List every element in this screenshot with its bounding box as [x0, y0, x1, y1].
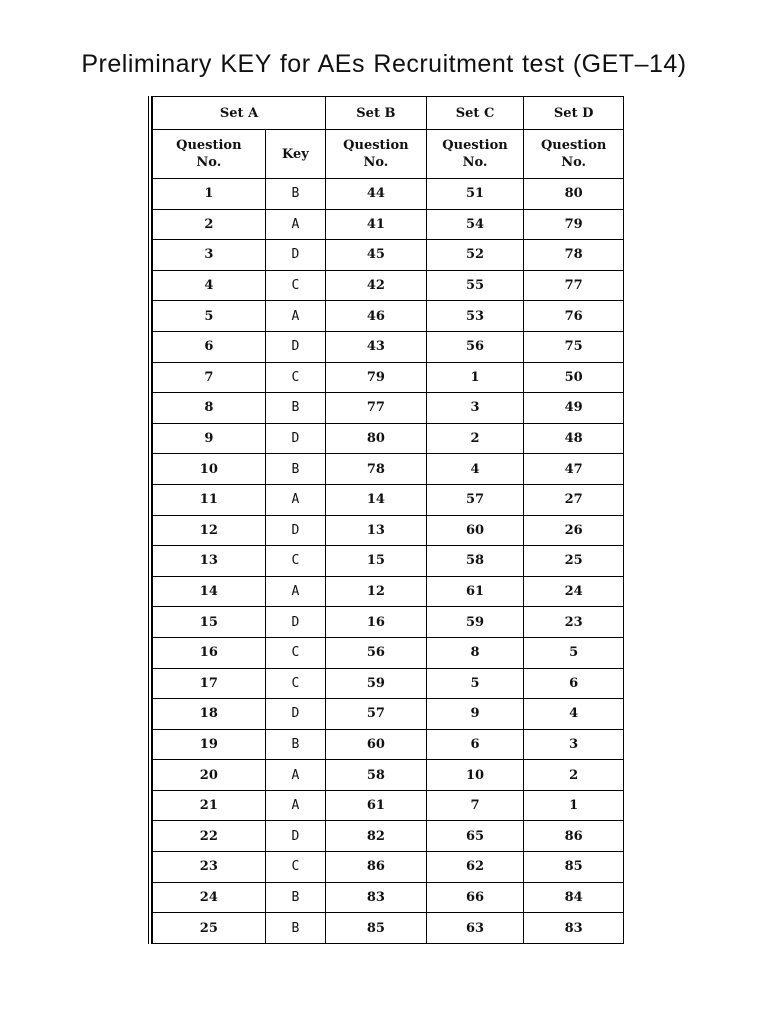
set-d-question-no: 78 — [524, 240, 624, 271]
table-row — [153, 179, 624, 210]
set-a-question-no: 13 — [153, 546, 266, 577]
table-row — [153, 423, 624, 454]
set-a-question-no: 17 — [153, 668, 266, 699]
table-row — [153, 913, 624, 944]
table-row — [153, 331, 624, 362]
set-c-question-no: 59 — [426, 607, 524, 638]
set-c-question-no: 58 — [426, 546, 524, 577]
set-b-question-no-header — [326, 130, 427, 179]
set-c-question-no: 1 — [426, 362, 524, 393]
set-b-question-no: 82 — [326, 821, 427, 852]
table-row — [153, 270, 624, 301]
column-header-row — [153, 130, 624, 179]
set-c-question-no: 3 — [426, 393, 524, 424]
question-label: Question — [442, 138, 508, 153]
set-a-question-no: 11 — [153, 484, 266, 515]
table-row — [153, 240, 624, 271]
set-b-question-no: 43 — [326, 331, 427, 362]
answer-key: A — [265, 760, 325, 791]
set-b-question-no: 57 — [326, 699, 427, 730]
answer-key: C — [265, 362, 325, 393]
answer-key: A — [265, 790, 325, 821]
set-a-question-no: 5 — [153, 301, 266, 332]
answer-key: C — [265, 546, 325, 577]
set-d-question-no: 85 — [524, 852, 624, 883]
set-b-question-no: 58 — [326, 760, 427, 791]
set-b-question-no: 46 — [326, 301, 427, 332]
set-d-question-no: 77 — [524, 270, 624, 301]
set-c-question-no: 2 — [426, 423, 524, 454]
set-c-question-no: 10 — [426, 760, 524, 791]
set-d-question-no: 75 — [524, 331, 624, 362]
set-header-row — [153, 97, 624, 130]
answer-key: B — [265, 179, 325, 210]
set-d-question-no: 50 — [524, 362, 624, 393]
set-d-question-no: 23 — [524, 607, 624, 638]
set-a-question-no: 6 — [153, 331, 266, 362]
table-row — [153, 790, 624, 821]
table-row — [153, 637, 624, 668]
answer-key: B — [265, 454, 325, 485]
table-row — [153, 821, 624, 852]
set-b-question-no: 60 — [326, 729, 427, 760]
set-c-question-no: 57 — [426, 484, 524, 515]
set-d-question-no: 80 — [524, 179, 624, 210]
set-d-question-no: 3 — [524, 729, 624, 760]
set-c-question-no: 65 — [426, 821, 524, 852]
set-c-question-no: 6 — [426, 729, 524, 760]
set-b-question-no: 14 — [326, 484, 427, 515]
set-b-question-no: 59 — [326, 668, 427, 699]
table-row — [153, 362, 624, 393]
set-c-question-no: 7 — [426, 790, 524, 821]
set-c-question-no: 8 — [426, 637, 524, 668]
set-d-question-no: 76 — [524, 301, 624, 332]
answer-key: D — [265, 331, 325, 362]
set-d-question-no-header — [524, 130, 624, 179]
key-header: Key — [265, 130, 325, 179]
set-d-question-no: 48 — [524, 423, 624, 454]
set-c-question-no-header — [426, 130, 524, 179]
set-d-question-no: 47 — [524, 454, 624, 485]
set-c-question-no: 60 — [426, 515, 524, 546]
answer-key: B — [265, 882, 325, 913]
set-a-question-no: 7 — [153, 362, 266, 393]
set-a-question-no: 20 — [153, 760, 266, 791]
answer-key: D — [265, 240, 325, 271]
set-a-question-no: 8 — [153, 393, 266, 424]
set-b-question-no: 85 — [326, 913, 427, 944]
answer-key: D — [265, 515, 325, 546]
table-row — [153, 454, 624, 485]
set-c-question-no: 4 — [426, 454, 524, 485]
answer-key: C — [265, 270, 325, 301]
set-a-question-no: 16 — [153, 637, 266, 668]
set-a-question-no: 2 — [153, 209, 266, 240]
no-label: No. — [196, 155, 222, 170]
answer-key: D — [265, 821, 325, 852]
set-a-question-no: 15 — [153, 607, 266, 638]
answer-key: D — [265, 699, 325, 730]
answer-key: A — [265, 301, 325, 332]
set-c-question-no: 61 — [426, 576, 524, 607]
table-row — [153, 301, 624, 332]
set-a-question-no: 4 — [153, 270, 266, 301]
set-a-question-no: 10 — [153, 454, 266, 485]
table-row — [153, 576, 624, 607]
table-row — [153, 607, 624, 638]
set-d-question-no: 86 — [524, 821, 624, 852]
set-d-question-no: 6 — [524, 668, 624, 699]
set-b-question-no: 15 — [326, 546, 427, 577]
set-b-question-no: 86 — [326, 852, 427, 883]
set-a-question-no: 1 — [153, 179, 266, 210]
set-d-question-no: 27 — [524, 484, 624, 515]
set-a-question-no: 21 — [153, 790, 266, 821]
table-row — [153, 484, 624, 515]
answer-key: B — [265, 913, 325, 944]
set-c-question-no: 63 — [426, 913, 524, 944]
set-a-question-no: 12 — [153, 515, 266, 546]
set-a-question-no: 9 — [153, 423, 266, 454]
question-label: Question — [176, 138, 242, 153]
table-row — [153, 729, 624, 760]
table-row — [153, 668, 624, 699]
answer-key: A — [265, 209, 325, 240]
set-b-question-no: 12 — [326, 576, 427, 607]
answer-key-table — [152, 96, 624, 944]
answer-key: B — [265, 729, 325, 760]
set-b-question-no: 83 — [326, 882, 427, 913]
table-row — [153, 882, 624, 913]
no-label: No. — [561, 155, 587, 170]
set-b-question-no: 42 — [326, 270, 427, 301]
answer-key-table-container — [148, 96, 624, 944]
set-d-question-no: 24 — [524, 576, 624, 607]
set-b-question-no: 56 — [326, 637, 427, 668]
set-b-question-no: 44 — [326, 179, 427, 210]
set-a-question-no-header — [153, 130, 266, 179]
set-b-question-no: 80 — [326, 423, 427, 454]
set-a-question-no: 3 — [153, 240, 266, 271]
no-label: No. — [363, 155, 389, 170]
set-d-question-no: 84 — [524, 882, 624, 913]
set-a-question-no: 23 — [153, 852, 266, 883]
set-d-question-no: 49 — [524, 393, 624, 424]
question-label: Question — [343, 138, 409, 153]
set-d-question-no: 25 — [524, 546, 624, 577]
answer-key: B — [265, 393, 325, 424]
set-c-question-no: 51 — [426, 179, 524, 210]
set-c-question-no: 62 — [426, 852, 524, 883]
answer-key-body — [153, 179, 624, 944]
set-b-question-no: 16 — [326, 607, 427, 638]
set-d-question-no: 4 — [524, 699, 624, 730]
set-a-question-no: 14 — [153, 576, 266, 607]
set-c-question-no: 53 — [426, 301, 524, 332]
answer-key: C — [265, 852, 325, 883]
set-c-question-no: 54 — [426, 209, 524, 240]
table-row — [153, 209, 624, 240]
set-c-question-no: 9 — [426, 699, 524, 730]
table-row — [153, 852, 624, 883]
table-row — [153, 760, 624, 791]
set-c-question-no: 5 — [426, 668, 524, 699]
answer-key: A — [265, 484, 325, 515]
question-label: Question — [540, 138, 607, 153]
set-a-question-no: 19 — [153, 729, 266, 760]
answer-key: A — [265, 576, 325, 607]
set-a-question-no: 24 — [153, 882, 266, 913]
set-b-question-no: 41 — [326, 209, 427, 240]
set-c-header: Set C — [426, 97, 524, 130]
table-row — [153, 515, 624, 546]
table-row — [153, 393, 624, 424]
set-a-header: Set A — [153, 97, 326, 130]
set-d-header: Set D — [524, 97, 624, 130]
set-b-header: Set B — [326, 97, 427, 130]
set-b-question-no: 79 — [326, 362, 427, 393]
set-d-question-no: 79 — [524, 209, 624, 240]
set-b-question-no: 45 — [326, 240, 427, 271]
set-b-question-no: 77 — [326, 393, 427, 424]
set-d-question-no: 5 — [524, 637, 624, 668]
set-c-question-no: 55 — [426, 270, 524, 301]
set-b-question-no: 13 — [326, 515, 427, 546]
set-c-question-no: 56 — [426, 331, 524, 362]
set-c-question-no: 52 — [426, 240, 524, 271]
answer-key: C — [265, 637, 325, 668]
set-d-question-no: 26 — [524, 515, 624, 546]
set-b-question-no: 61 — [326, 790, 427, 821]
set-c-question-no: 66 — [426, 882, 524, 913]
set-d-question-no: 1 — [524, 790, 624, 821]
set-b-question-no: 78 — [326, 454, 427, 485]
table-row — [153, 546, 624, 577]
table-row — [153, 699, 624, 730]
no-label: No. — [462, 155, 488, 170]
page-title: Preliminary KEY for AEs Recruitment test (GET–14) — [81, 50, 687, 78]
set-d-question-no: 2 — [524, 760, 624, 791]
set-a-question-no: 25 — [153, 913, 266, 944]
answer-key: C — [265, 668, 325, 699]
set-a-question-no: 18 — [153, 699, 266, 730]
set-d-question-no: 83 — [524, 913, 624, 944]
answer-key: D — [265, 607, 325, 638]
answer-key: D — [265, 423, 325, 454]
set-a-question-no: 22 — [153, 821, 266, 852]
